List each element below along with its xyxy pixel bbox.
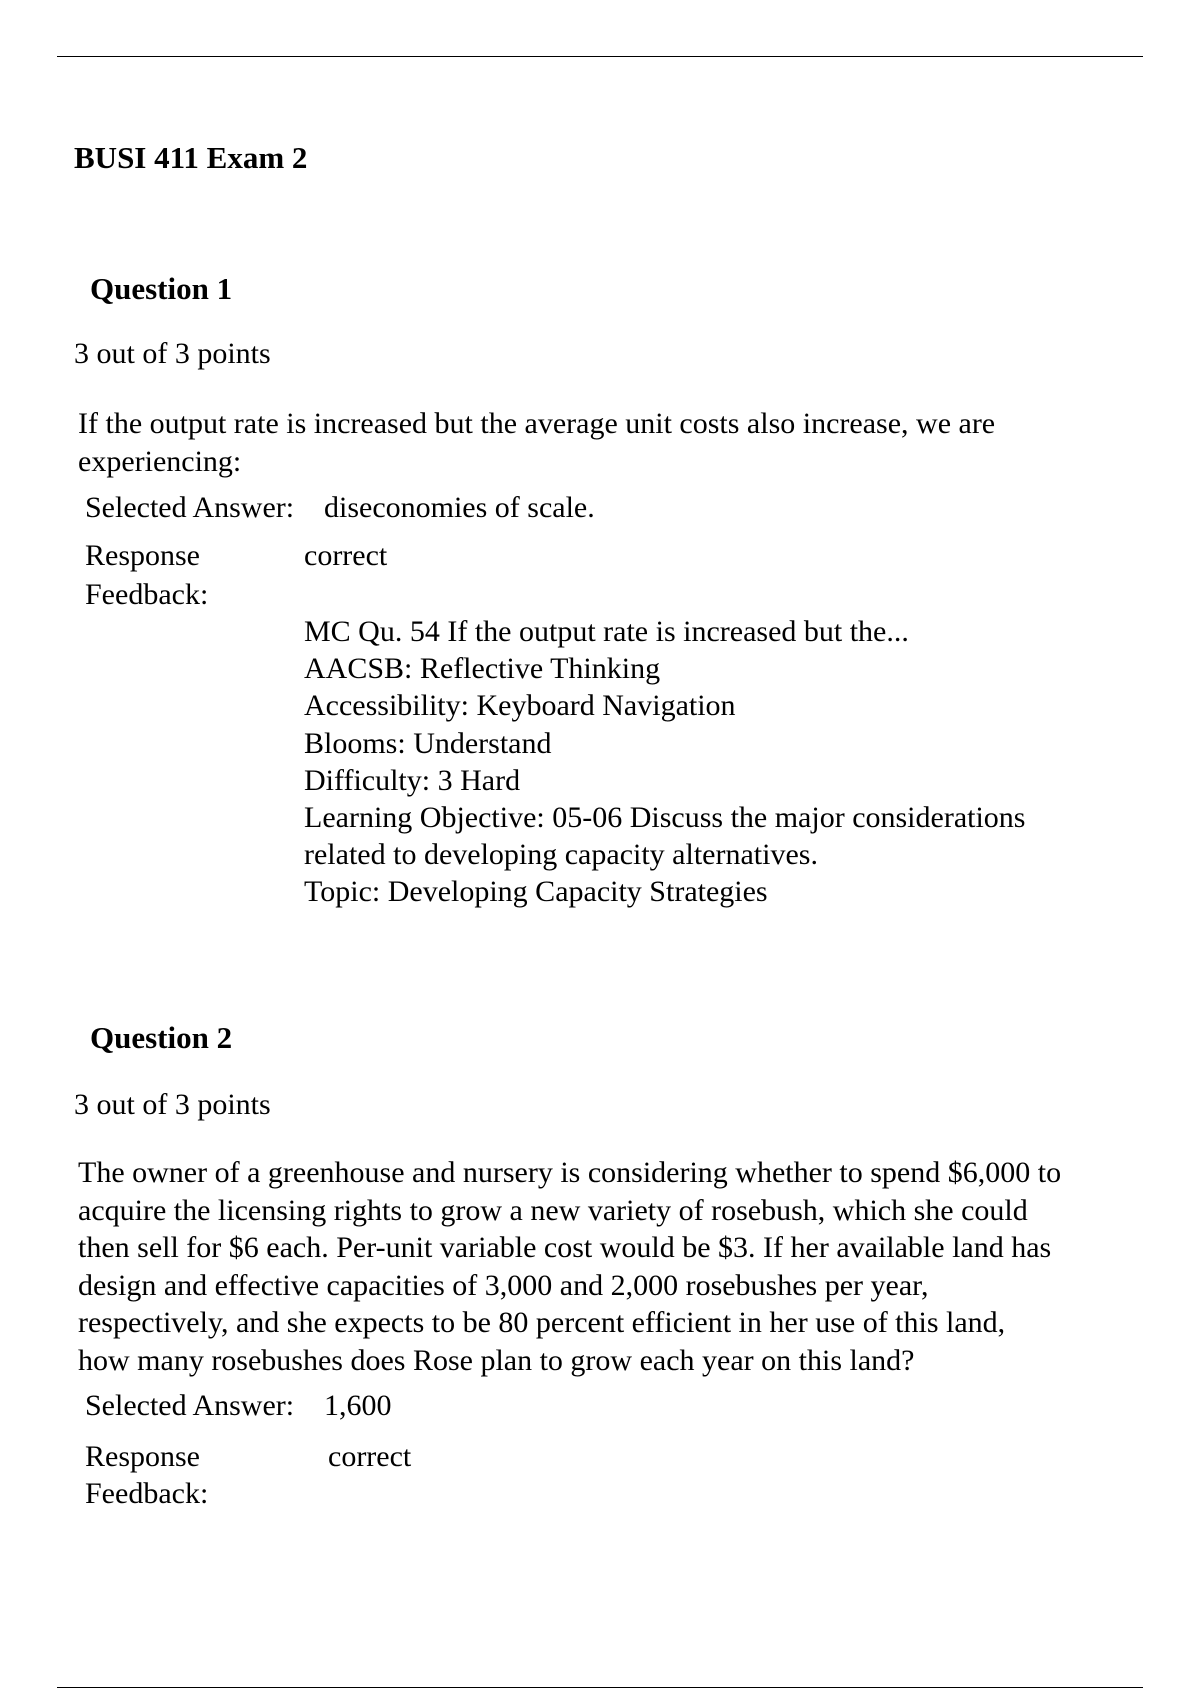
feedback-line: AACSB: Reflective Thinking [304,652,661,686]
question-text-line: acquire the licensing rights to grow a new variety of rosebush, which she could [78,1193,1028,1227]
question-text-line: design and effective capacities of 3,000 and 2,000 rosebushes per year, [78,1268,929,1302]
top-divider [57,56,1143,57]
feedback-line: Blooms: Understand [304,726,552,760]
question-1-text [78,405,1158,480]
feedback-line: related to developing capacity alternatives. [304,838,818,872]
question-1-selected-answer: diseconomies of scale. [324,491,595,524]
question-1-heading: Question 1 [90,271,233,306]
question-text-line: experiencing: [78,444,242,478]
question-2-points: 3 out of 3 points [74,1088,271,1121]
response-label: Response [85,1440,200,1473]
feedback-line: Learning Objective: 05-06 Discuss the major considerations [304,801,1026,835]
bottom-divider [57,1687,1143,1688]
feedback-line: Difficulty: 3 Hard [304,763,521,797]
question-1-points: 3 out of 3 points [74,337,271,370]
feedback-line: Accessibility: Keyboard Navigation [304,689,736,723]
feedback-label: Feedback: [85,1477,209,1510]
question-text-line: The owner of a greenhouse and nursery is considering whether to spend $6,000 to [78,1156,1062,1189]
feedback-label: Feedback: [85,578,209,611]
selected-answer-label: Selected Answer: [85,1389,295,1422]
question-2-selected-answer: 1,600 [324,1389,392,1422]
question-1-response-value: correct [304,539,388,572]
feedback-line: MC Qu. 54 If the output rate is increased but the... [304,615,909,648]
question-text-line: If the output rate is increased but the average unit costs also increase, we are [78,407,996,440]
selected-answer-label: Selected Answer: [85,491,295,524]
question-text-line: then sell for $6 each. Per-unit variable cost would be $3. If her available land has [78,1231,1052,1264]
question-text-line: how many rosebushes does Rose plan to grow each year on this land? [78,1343,915,1377]
question-1-feedback-details [304,613,1025,911]
question-2-heading: Question 2 [90,1020,233,1055]
response-label: Response [85,539,200,572]
question-2-response-value: correct [328,1440,412,1473]
feedback-line: Topic: Developing Capacity Strategies [304,875,768,909]
question-2-text [78,1154,1158,1379]
document-title: BUSI 411 Exam 2 [74,140,308,175]
question-text-line: respectively, and she expects to be 80 percent efficient in her use of this land, [78,1306,1006,1339]
